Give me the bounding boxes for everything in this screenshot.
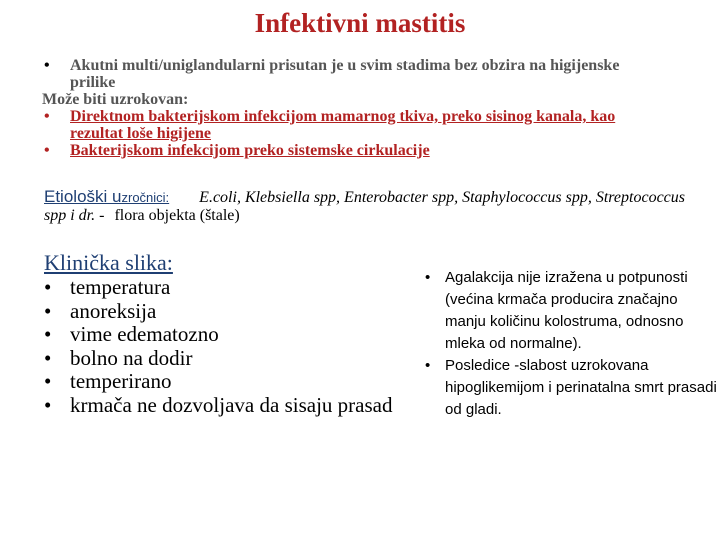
slide-title: Infektivni mastitis bbox=[254, 8, 466, 38]
bullet-glyph: • bbox=[44, 298, 52, 323]
bullet-glyph: • bbox=[425, 269, 431, 286]
bullet-glyph: • bbox=[44, 275, 52, 299]
clinical-item bbox=[44, 323, 424, 347]
clinical-item bbox=[44, 370, 424, 394]
cause-item bbox=[44, 142, 664, 159]
cause-text: Direktnom bakterijskom infekcijom mamarnog tkiva, preko sisinog kanala, kao rezultat loše higijene bbox=[70, 108, 616, 142]
intro-section bbox=[44, 57, 664, 159]
may-be-caused-label: Može biti uzrokovan: bbox=[42, 91, 189, 108]
bullet-glyph: • bbox=[44, 108, 50, 125]
etiology-label: Etiološki uzročnici: bbox=[44, 187, 170, 206]
etiology-suffix: flora objekta (štale) bbox=[114, 207, 240, 224]
bullet-glyph: • bbox=[44, 57, 50, 74]
clinical-item bbox=[44, 394, 424, 418]
notes-section bbox=[423, 267, 718, 421]
etiology-section bbox=[44, 188, 694, 225]
note-text: Agalakcija nije izražena u potpunosti (većina krmača producira značajno manju količinu kolostruma, odnosno mleka od normalne). bbox=[445, 269, 688, 352]
clinical-item-text: bolno na dodir bbox=[70, 345, 193, 370]
clinical-item-text: krmača ne dozvoljava da sisaju prasad bbox=[70, 392, 393, 417]
clinical-item-text: anoreksija bbox=[70, 298, 157, 323]
bullet-glyph: • bbox=[44, 345, 52, 370]
bullet-glyph: • bbox=[44, 369, 52, 393]
clinical-item-text: temperirano bbox=[70, 369, 172, 393]
bullet-glyph: • bbox=[44, 392, 52, 417]
note-item bbox=[423, 267, 718, 355]
clinical-item-text: vime edematozno bbox=[70, 322, 219, 346]
clinical-item bbox=[44, 347, 424, 371]
cause-text: Bakterijskom infekcijom preko sistemske cirkulacije bbox=[70, 142, 430, 159]
intro-bullet-item bbox=[0, 57, 664, 91]
note-text: Posledice -slabost uzrokovana hipoglikemijom i perinatalna smrt prasadi od gladi. bbox=[445, 357, 717, 418]
clinical-item bbox=[44, 300, 424, 324]
clinical-title: Klinička slika: bbox=[44, 250, 173, 275]
clinical-section bbox=[44, 250, 424, 417]
cause-item bbox=[44, 108, 664, 142]
clinical-item-text: temperatura bbox=[70, 275, 171, 299]
clinical-item bbox=[44, 276, 424, 300]
intro-line: Akutni multi/uniglandularni prisutan je u svim stadima bez obzira na higijenske prilike bbox=[70, 57, 620, 91]
note-item bbox=[423, 355, 718, 421]
etiology-agents: E.coli, Klebsiella spp, Enterobacter spp, Staphylococcus spp, Streptococcus spp i dr. - bbox=[44, 189, 686, 224]
bullet-glyph: • bbox=[44, 322, 52, 346]
bullet-glyph: • bbox=[425, 357, 431, 374]
bullet-glyph: • bbox=[44, 142, 50, 159]
